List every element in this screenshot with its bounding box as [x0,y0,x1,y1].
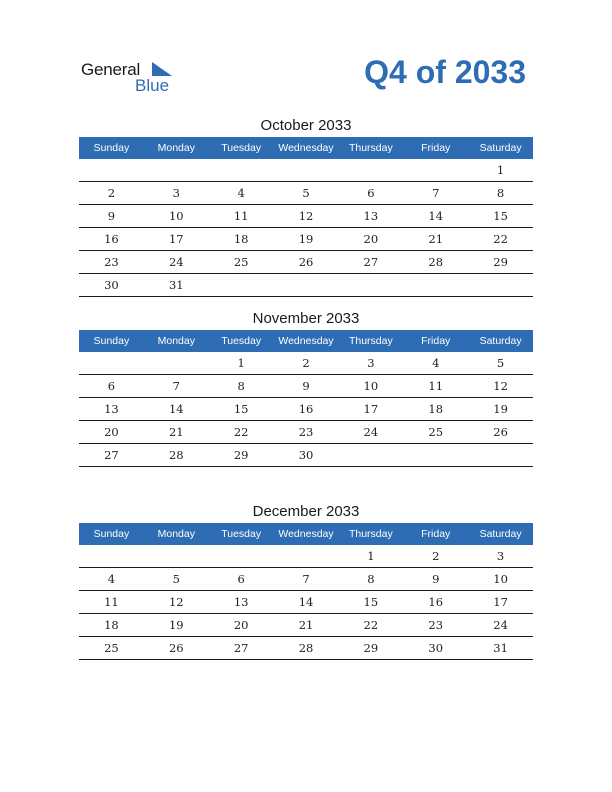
week-row [79,274,533,297]
day-cell: 18 [428,402,444,416]
week-row [79,375,533,398]
weekday-header-row [79,523,533,545]
weekday-label: Sunday [93,142,130,154]
weekday-label: Saturday [479,335,522,347]
day-cell: 24 [168,255,184,269]
day-cell [144,545,209,567]
day-cell: 2 [302,356,310,370]
weekday-label: Monday [157,528,195,540]
day-cell: 5 [302,186,310,200]
weekday-label: Saturday [479,528,522,540]
day-cell: 1 [496,163,505,177]
day-cell: 8 [237,379,245,393]
day-cell: 8 [496,186,505,200]
month-title: October 2033 [260,117,352,134]
day-cell: 4 [107,572,116,586]
day-cell: 14 [428,209,444,223]
day-cell: 24 [363,425,379,439]
day-cell [403,444,468,466]
day-cell: 20 [363,232,379,246]
day-cell: 25 [428,425,444,439]
day-cell: 11 [233,209,249,223]
month-calendar-october [79,115,533,297]
day-cell [274,159,339,181]
day-cell: 9 [302,379,310,393]
day-cell: 2 [432,549,440,563]
day-cell: 9 [107,209,116,223]
weekday-header-row [79,330,533,352]
day-cell: 15 [493,209,508,223]
weekday-label: Wednesday [278,335,334,347]
day-cell: 6 [237,572,245,586]
day-cell: 15 [363,595,379,609]
weekday-label: Sunday [93,528,130,540]
quarter-title: Q4 of 2033 [364,54,526,90]
day-cell: 19 [298,232,314,246]
day-cell: 9 [432,572,440,586]
day-cell [209,159,274,181]
day-cell: 12 [493,379,508,393]
day-cell: 27 [363,255,379,269]
day-cell [79,545,144,567]
day-cell: 16 [298,402,314,416]
day-cell: 17 [493,595,508,609]
logo-text-blue: Blue [135,76,170,95]
weekday-label: Tuesday [221,528,262,540]
day-cell [209,545,274,567]
day-cell: 26 [298,255,314,269]
weekday-label: Wednesday [278,528,334,540]
day-cell [209,274,274,296]
weekday-label: Tuesday [221,335,262,347]
day-cell: 3 [367,356,375,370]
day-cell [144,159,209,181]
day-cell: 14 [298,595,314,609]
day-cell: 28 [168,448,184,462]
weekday-label: Tuesday [221,142,262,154]
day-cell: 18 [233,232,249,246]
day-cell: 19 [168,618,184,632]
weekday-header-row [79,137,533,159]
day-cell [79,159,144,181]
week-row [79,568,533,591]
day-cell: 17 [363,402,379,416]
week-row [79,398,533,421]
day-cell: 10 [168,209,184,223]
day-cell: 5 [172,572,180,586]
weekday-label: Wednesday [278,142,334,154]
week-row [79,637,533,660]
day-cell: 30 [104,278,119,292]
day-cell: 31 [493,641,508,655]
day-cell: 5 [496,356,505,370]
day-cell: 7 [432,186,440,200]
day-cell: 28 [298,641,314,655]
day-cell: 31 [168,278,184,292]
day-cell: 28 [428,255,444,269]
day-cell [338,159,403,181]
day-cell: 21 [298,618,314,632]
day-cell: 17 [168,232,184,246]
day-cell: 29 [493,255,508,269]
week-row [79,591,533,614]
day-cell: 11 [428,379,444,393]
month-title: December 2033 [252,503,360,520]
day-cell: 4 [432,356,440,370]
logo [81,58,181,98]
month-calendar-november [79,308,533,467]
day-cell: 26 [493,425,508,439]
day-cell [403,159,468,181]
day-cell: 24 [493,618,508,632]
day-cell [274,545,339,567]
week-row [79,228,533,251]
weekday-label: Friday [421,142,451,154]
day-cell: 22 [493,232,508,246]
day-cell: 27 [233,641,249,655]
weekday-label: Thursday [348,528,393,540]
day-cell: 6 [107,379,116,393]
day-cell [468,274,533,296]
day-cell: 15 [233,402,249,416]
week-row [79,545,533,568]
day-cell: 10 [493,572,508,586]
day-cell: 13 [104,402,119,416]
day-cell: 13 [233,595,249,609]
day-cell: 30 [298,448,314,462]
day-cell: 25 [104,641,119,655]
day-cell: 12 [168,595,184,609]
day-cell [338,274,403,296]
day-cell: 2 [107,186,116,200]
day-cell [144,352,209,374]
day-cell [403,274,468,296]
day-cell: 11 [104,595,119,609]
day-cell: 29 [363,641,379,655]
day-cell: 21 [428,232,444,246]
day-cell: 7 [172,379,180,393]
weekday-label: Sunday [93,335,130,347]
weekday-label: Friday [421,335,451,347]
day-cell: 25 [233,255,249,269]
day-cell: 29 [233,448,249,462]
week-row [79,614,533,637]
day-cell [274,274,339,296]
day-cell: 12 [298,209,314,223]
week-row [79,205,533,228]
day-cell: 8 [367,572,375,586]
day-cell: 26 [168,641,184,655]
weekday-label: Saturday [479,142,522,154]
day-cell: 1 [237,356,245,370]
day-cell: 23 [428,618,444,632]
day-cell: 3 [172,186,180,200]
day-cell [338,444,403,466]
month-calendar-december [79,501,533,660]
week-row [79,182,533,205]
day-cell: 1 [367,549,375,563]
day-cell [468,444,533,466]
day-cell: 16 [428,595,444,609]
week-row [79,421,533,444]
day-cell: 14 [168,402,184,416]
day-cell: 30 [428,641,444,655]
day-cell [79,352,144,374]
day-cell: 13 [363,209,379,223]
week-row [79,159,533,182]
day-cell: 20 [233,618,249,632]
day-cell: 7 [302,572,310,586]
day-cell: 4 [237,186,245,200]
weekday-label: Thursday [348,142,393,154]
day-cell: 19 [493,402,508,416]
day-cell: 16 [104,232,119,246]
day-cell: 27 [104,448,119,462]
weekday-label: Monday [157,142,195,154]
week-row [79,444,533,467]
day-cell: 23 [104,255,119,269]
month-title: November 2033 [252,310,360,327]
day-cell: 10 [363,379,379,393]
weekday-label: Friday [421,528,451,540]
day-cell: 23 [298,425,314,439]
day-cell: 18 [104,618,119,632]
day-cell: 6 [367,186,375,200]
day-cell: 20 [104,425,119,439]
day-cell: 22 [233,425,249,439]
week-row [79,352,533,375]
day-cell: 21 [168,425,184,439]
logo-text-general: General [81,60,141,79]
day-cell: 22 [363,618,379,632]
weekday-label: Thursday [348,335,393,347]
weekday-label: Monday [157,335,195,347]
week-row [79,251,533,274]
day-cell: 3 [496,549,505,563]
